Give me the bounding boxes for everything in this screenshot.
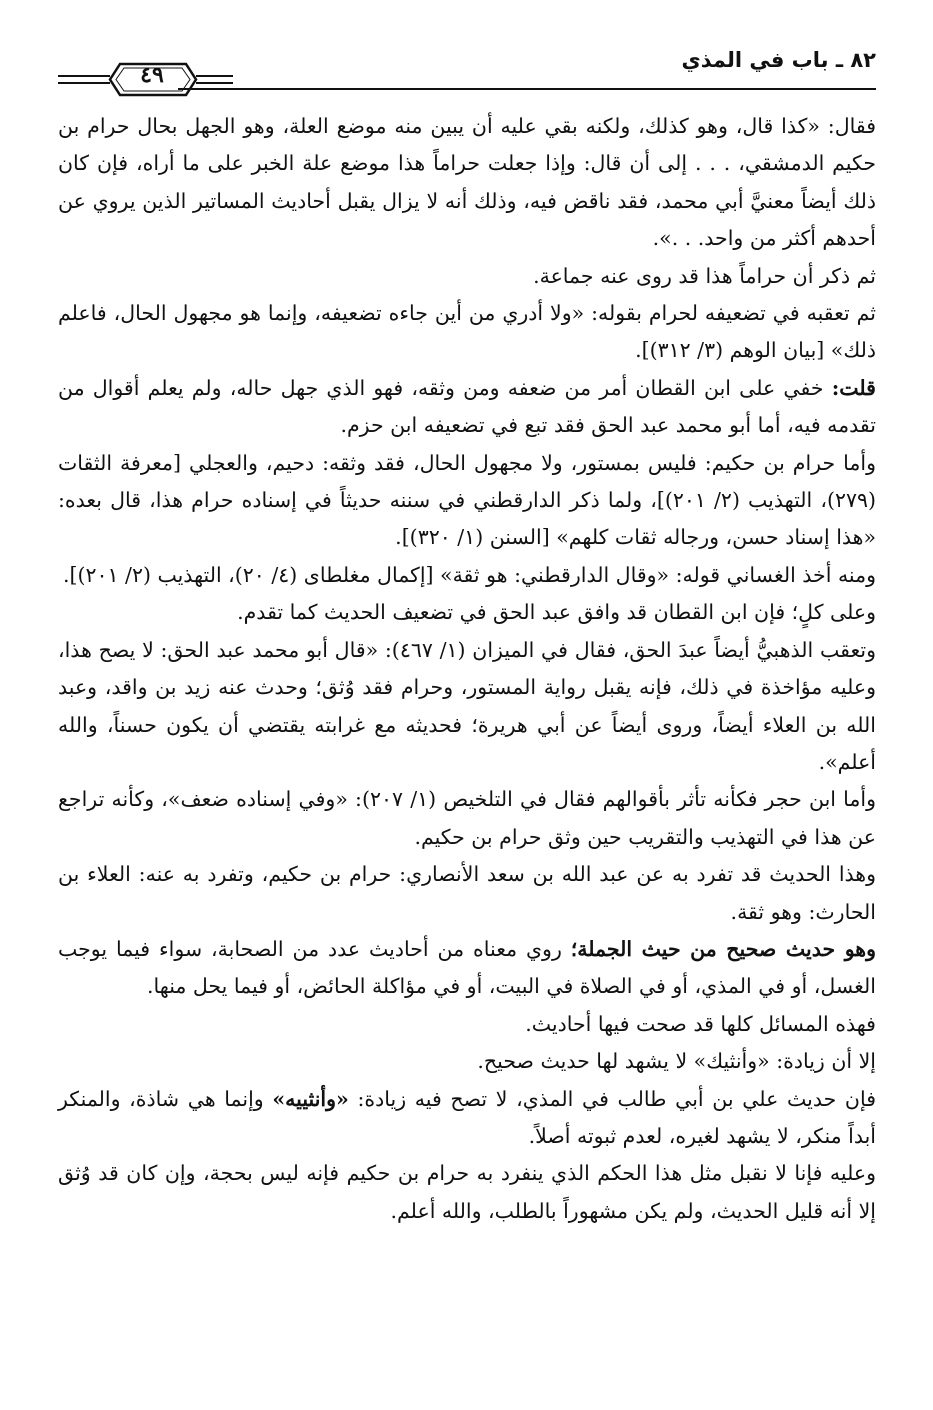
paragraph-text: فهذه المسائل كلها قد صحت فيها أحاديث. (525, 1011, 876, 1036)
paragraph-text: روي معناه من أحاديث عدد من الصحابة، سواء فيما يوجب الغسل، أو في المذي، أو في الصلاة في البيت، أو في مؤاكلة الحائض، أو فيما يحل منها. (58, 936, 876, 999)
paragraph (58, 1043, 876, 1080)
paragraph (58, 1155, 876, 1230)
paragraph (58, 258, 876, 295)
paragraph (58, 445, 876, 557)
paragraph-text: خفي على ابن القطان أمر من ضعفه ومن وثقه، فهو الذي جهل حاله، ولم يعلم أقوال من تقدمه فيه، أما أبو محمد عبد الحق فقد تبع في تضعيفه ابن حزم. (58, 375, 876, 438)
paragraph-bold-term: «وأنثييه» (272, 1086, 349, 1111)
paragraph (58, 856, 876, 931)
paragraph (58, 1081, 876, 1156)
paragraph-text: ثم ذكر أن حراماً هذا قد روى عنه جماعة. (533, 263, 876, 288)
paragraph (58, 632, 876, 782)
page-number-ornament (58, 56, 233, 104)
paragraph (58, 295, 876, 370)
paragraph (58, 108, 876, 258)
paragraph (58, 370, 876, 445)
paragraph (58, 557, 876, 594)
paragraph-text: وهذا الحديث قد تفرد به عن عبد الله بن سعد الأنصاري: حرام بن حكيم، وتفرد به عنه: العلاء بن الحارث: وهو ثقة. (58, 862, 876, 924)
header-rule (178, 88, 876, 90)
paragraph-text: إلا أن زيادة: «وأنثيك» لا يشهد لها حديث صحيح. (477, 1049, 876, 1074)
paragraph (58, 931, 876, 1006)
paragraph-text: ومنه أخذ الغساني قوله: «وقال الدارقطني: هو ثقة» [إكمال مغلطاى (٤/ ٢٠)، التهذيب (٢/ ٢٠١)]. (62, 562, 876, 587)
paragraph-text: فقال: «كذا قال، وهو كذلك، ولكنه بقي عليه أن يبين منه موضع العلة، وهو الجهل بحال حرام بن حكيم الدمشقي، . . . إلى أن قال: وإذا جعلت حراماً هذا موضع علة الخبر على ما أراه، فإن كان ذلك أيضاً معنيَّ أبي محمد، فقد ناقض فيه، وذلك أنه لا يزال يقبل أحاديث المساتير الذين يروي عن أحدهم أكثر من واحد. . .». (58, 114, 876, 251)
paragraph-text: وأما حرام بن حكيم: فليس بمستور، ولا مجهول الحال، فقد وثقه: دحيم، والعجلي [معرفة الثقات (٢٧٩)، التهذيب (٢/ ٢٠١)]، ولما ذكر الدارقطني في سننه حديثاً في إسناده حرام هذا، قال بعده: «هذا إسناد حسن، ورجاله ثقات كلهم» [السنن (١/ ٣٢٠)]. (58, 450, 876, 550)
paragraph (58, 781, 876, 856)
paragraph-text: وتعقب الذهبيُّ أيضاً عبدَ الحق، فقال في الميزان (١/ ٤٦٧): «قال أبو محمد عبد الحق: لا يصح هذا، وعليه مؤاخذة في ذلك، فإنه يقبل رواية المستور، وحرام فقد وُثق؛ وحدث عنه زيد بن واقد، وعبد الله بن العلاء أيضاً، وروى أيضاً عن أبي هريرة؛ فحديثه مع غرابته يقتضي أن يكون حسناً، والله أعلم». (58, 637, 876, 774)
paragraph-text: فإن حديث علي بن أبي طالب في المذي، لا تصح فيه زيادة: (348, 1086, 876, 1111)
paragraph (58, 1006, 876, 1043)
paragraph-text: وأما ابن حجر فكأنه تأثر بأقوالهم فقال في التلخيص (١/ ٢٠٧): «وفي إسناده ضعف»، وكأنه تراجع عن هذا في التهذيب والتقريب حين وثق حرام بن حكيم. (58, 787, 876, 849)
body-text (58, 108, 876, 1230)
paragraph-text: ثم تعقبه في تضعيفه لحرام بقوله: «ولا أدري من أين جاءه تضعيفه، وإنما هو مجهول الحال، فاعلم ذلك» [بيان الوهم (٣/ ٣١٢)]. (58, 301, 876, 363)
paragraph-text: وعليه فإنا لا نقبل مثل هذا الحكم الذي ينفرد به حرام بن حكيم فإنه ليس بحجة، وإن كان قد وُثق إلا أنه قليل الحديث، ولم يكن مشهوراً بالطلب، والله أعلم. (58, 1161, 876, 1223)
page-number: ٤٩ (140, 62, 164, 88)
paragraph-lead: وهو حديث صحيح من حيث الجملة؛ (570, 936, 876, 961)
paragraph-text: وعلى كلٍ؛ فإن ابن القطان قد وافق عبد الحق في تضعيف الحديث كما تقدم. (237, 600, 876, 625)
book-page (58, 40, 876, 1230)
paragraph-text: وإنما هي شاذة، والمنكر أبداً منكر، لا يشهد لغيره، لعدم ثبوته أصلاً. (58, 1086, 876, 1148)
paragraph-lead: قلت: (831, 375, 876, 400)
paragraph (58, 594, 876, 631)
running-head: ٨٢ ـ باب في المذي (681, 48, 876, 72)
page-header (58, 40, 876, 98)
